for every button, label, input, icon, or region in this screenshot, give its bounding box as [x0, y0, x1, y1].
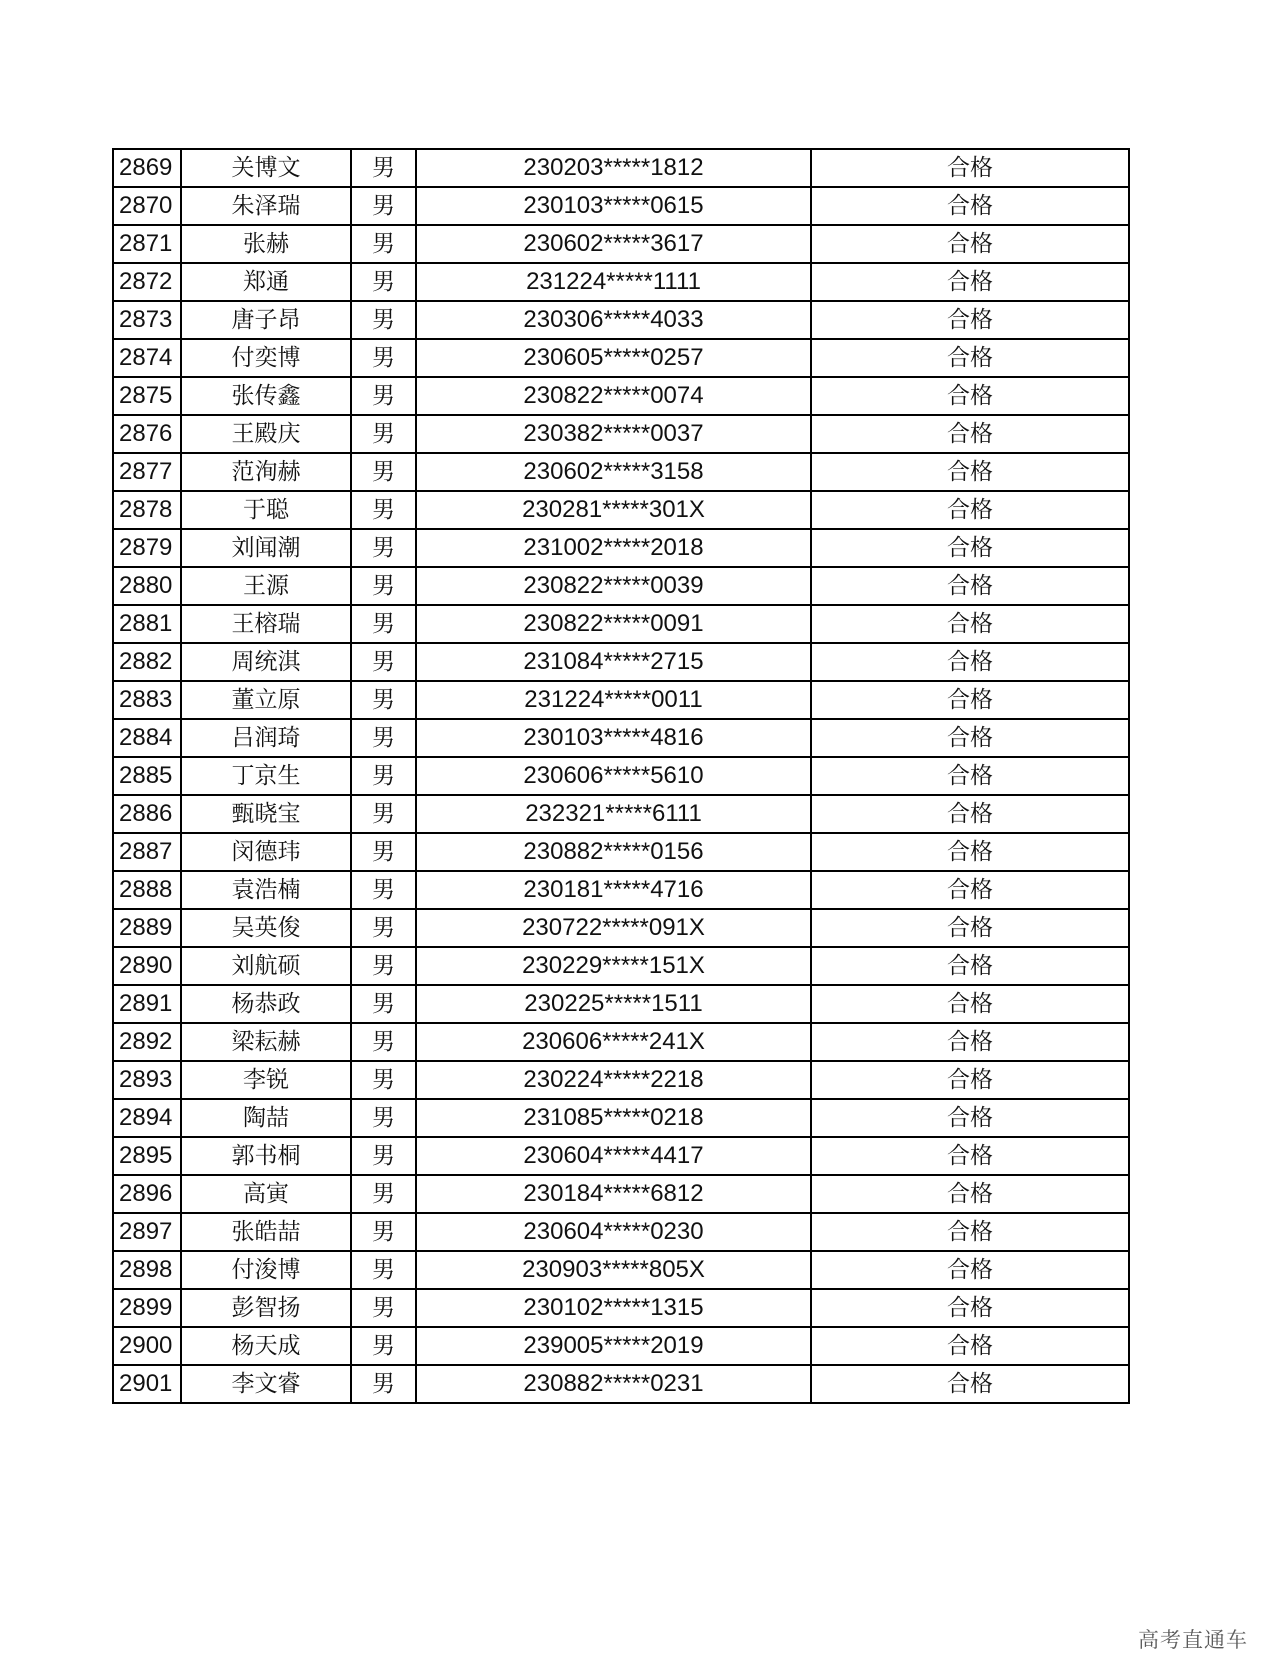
- candidate-id-number: 230903*****805X: [416, 1251, 811, 1289]
- candidate-gender: 男: [351, 149, 416, 187]
- candidate-gender: 男: [351, 1023, 416, 1061]
- candidate-name: 王榕瑞: [181, 605, 351, 643]
- candidate-id-number: 230225*****1511: [416, 985, 811, 1023]
- exam-result: 合格: [811, 795, 1129, 833]
- candidate-id-number: 230606*****5610: [416, 757, 811, 795]
- candidate-gender: 男: [351, 757, 416, 795]
- candidate-gender: 男: [351, 453, 416, 491]
- candidate-name: 刘航硕: [181, 947, 351, 985]
- table-row: [113, 263, 1129, 301]
- row-number: 2871: [113, 225, 181, 263]
- table-row: [113, 1251, 1129, 1289]
- candidate-name: 周统淇: [181, 643, 351, 681]
- candidate-id-number: 231224*****0011: [416, 681, 811, 719]
- exam-result: 合格: [811, 1365, 1129, 1403]
- candidate-id-number: 230605*****0257: [416, 339, 811, 377]
- exam-result: 合格: [811, 719, 1129, 757]
- row-number: 2878: [113, 491, 181, 529]
- table-row: [113, 377, 1129, 415]
- candidate-id-number: 230882*****0156: [416, 833, 811, 871]
- candidate-table: [112, 148, 1130, 1404]
- candidate-gender: 男: [351, 795, 416, 833]
- candidate-name: 刘闻潮: [181, 529, 351, 567]
- row-number: 2870: [113, 187, 181, 225]
- candidate-id-number: 230281*****301X: [416, 491, 811, 529]
- candidate-gender: 男: [351, 339, 416, 377]
- exam-result: 合格: [811, 833, 1129, 871]
- candidate-gender: 男: [351, 681, 416, 719]
- candidate-name: 李文睿: [181, 1365, 351, 1403]
- candidate-gender: 男: [351, 643, 416, 681]
- exam-result: 合格: [811, 1099, 1129, 1137]
- table-row: [113, 985, 1129, 1023]
- exam-result: 合格: [811, 681, 1129, 719]
- table-row: [113, 909, 1129, 947]
- row-number: 2882: [113, 643, 181, 681]
- candidate-name: 梁耘赫: [181, 1023, 351, 1061]
- table-row: [113, 1365, 1129, 1403]
- candidate-name: 陶喆: [181, 1099, 351, 1137]
- row-number: 2899: [113, 1289, 181, 1327]
- candidate-id-number: 230822*****0074: [416, 377, 811, 415]
- candidate-name: 丁京生: [181, 757, 351, 795]
- candidate-name: 张传鑫: [181, 377, 351, 415]
- exam-result: 合格: [811, 187, 1129, 225]
- table-row: [113, 149, 1129, 187]
- exam-result: 合格: [811, 453, 1129, 491]
- candidate-name: 袁浩楠: [181, 871, 351, 909]
- candidate-name: 吴英俊: [181, 909, 351, 947]
- candidate-name: 王殿庆: [181, 415, 351, 453]
- table-row: [113, 1175, 1129, 1213]
- candidate-id-number: 230103*****0615: [416, 187, 811, 225]
- table-row: [113, 871, 1129, 909]
- candidate-id-number: 239005*****2019: [416, 1327, 811, 1365]
- candidate-gender: 男: [351, 187, 416, 225]
- row-number: 2879: [113, 529, 181, 567]
- candidate-name: 彭智扬: [181, 1289, 351, 1327]
- exam-result: 合格: [811, 377, 1129, 415]
- row-number: 2901: [113, 1365, 181, 1403]
- table-row: [113, 1023, 1129, 1061]
- candidate-id-number: 230203*****1812: [416, 149, 811, 187]
- row-number: 2875: [113, 377, 181, 415]
- candidate-id-number: 230103*****4816: [416, 719, 811, 757]
- table-row: [113, 643, 1129, 681]
- candidate-id-number: 231085*****0218: [416, 1099, 811, 1137]
- candidate-gender: 男: [351, 719, 416, 757]
- exam-result: 合格: [811, 871, 1129, 909]
- candidate-id-number: 231002*****2018: [416, 529, 811, 567]
- candidate-id-number: 230229*****151X: [416, 947, 811, 985]
- watermark: 高考直通车: [1138, 1628, 1248, 1652]
- candidate-id-number: 231084*****2715: [416, 643, 811, 681]
- row-number: 2884: [113, 719, 181, 757]
- exam-result: 合格: [811, 263, 1129, 301]
- table-row: [113, 187, 1129, 225]
- candidate-name: 王源: [181, 567, 351, 605]
- exam-result: 合格: [811, 529, 1129, 567]
- candidate-id-number: 230224*****2218: [416, 1061, 811, 1099]
- candidate-name: 付浚博: [181, 1251, 351, 1289]
- row-number: 2877: [113, 453, 181, 491]
- candidate-name: 朱泽瑞: [181, 187, 351, 225]
- candidate-id-number: 230181*****4716: [416, 871, 811, 909]
- candidate-id-number: 230306*****4033: [416, 301, 811, 339]
- candidate-id-number: 232321*****6111: [416, 795, 811, 833]
- candidate-id-number: 231224*****1111: [416, 263, 811, 301]
- candidate-gender: 男: [351, 1365, 416, 1403]
- table-row: [113, 529, 1129, 567]
- exam-result: 合格: [811, 605, 1129, 643]
- exam-result: 合格: [811, 1175, 1129, 1213]
- row-number: 2880: [113, 567, 181, 605]
- row-number: 2898: [113, 1251, 181, 1289]
- table-row: [113, 225, 1129, 263]
- candidate-gender: 男: [351, 1251, 416, 1289]
- candidate-id-number: 230604*****0230: [416, 1213, 811, 1251]
- row-number: 2873: [113, 301, 181, 339]
- candidate-name: 郑通: [181, 263, 351, 301]
- row-number: 2885: [113, 757, 181, 795]
- row-number: 2883: [113, 681, 181, 719]
- candidate-name: 董立原: [181, 681, 351, 719]
- exam-result: 合格: [811, 1061, 1129, 1099]
- candidate-gender: 男: [351, 1175, 416, 1213]
- row-number: 2886: [113, 795, 181, 833]
- exam-result: 合格: [811, 149, 1129, 187]
- candidate-id-number: 230882*****0231: [416, 1365, 811, 1403]
- candidate-name: 甄晓宝: [181, 795, 351, 833]
- table-row: [113, 453, 1129, 491]
- candidate-id-number: 230822*****0091: [416, 605, 811, 643]
- candidate-name: 闵德玮: [181, 833, 351, 871]
- exam-result: 合格: [811, 1289, 1129, 1327]
- candidate-id-number: 230602*****3158: [416, 453, 811, 491]
- candidate-gender: 男: [351, 833, 416, 871]
- exam-result: 合格: [811, 301, 1129, 339]
- candidate-gender: 男: [351, 301, 416, 339]
- row-number: 2872: [113, 263, 181, 301]
- candidate-name: 杨恭政: [181, 985, 351, 1023]
- exam-result: 合格: [811, 947, 1129, 985]
- exam-result: 合格: [811, 339, 1129, 377]
- candidate-name: 于聪: [181, 491, 351, 529]
- table-row: [113, 1061, 1129, 1099]
- exam-result: 合格: [811, 985, 1129, 1023]
- candidate-gender: 男: [351, 415, 416, 453]
- candidate-id-number: 230102*****1315: [416, 1289, 811, 1327]
- candidate-name: 吕润琦: [181, 719, 351, 757]
- exam-result: 合格: [811, 567, 1129, 605]
- table-row: [113, 415, 1129, 453]
- candidate-name: 范洵赫: [181, 453, 351, 491]
- row-number: 2874: [113, 339, 181, 377]
- candidate-gender: 男: [351, 909, 416, 947]
- row-number: 2892: [113, 1023, 181, 1061]
- table-row: [113, 301, 1129, 339]
- table-row: [113, 719, 1129, 757]
- row-number: 2869: [113, 149, 181, 187]
- candidate-gender: 男: [351, 377, 416, 415]
- candidate-id-number: 230382*****0037: [416, 415, 811, 453]
- row-number: 2887: [113, 833, 181, 871]
- table-row: [113, 605, 1129, 643]
- exam-result: 合格: [811, 643, 1129, 681]
- candidate-id-number: 230722*****091X: [416, 909, 811, 947]
- candidate-table-body: [113, 149, 1129, 1403]
- row-number: 2893: [113, 1061, 181, 1099]
- candidate-id-number: 230184*****6812: [416, 1175, 811, 1213]
- candidate-gender: 男: [351, 529, 416, 567]
- row-number: 2888: [113, 871, 181, 909]
- candidate-id-number: 230606*****241X: [416, 1023, 811, 1061]
- table-row: [113, 795, 1129, 833]
- candidate-name: 付奕博: [181, 339, 351, 377]
- candidate-name: 关博文: [181, 149, 351, 187]
- candidate-gender: 男: [351, 985, 416, 1023]
- exam-result: 合格: [811, 757, 1129, 795]
- table-row: [113, 1289, 1129, 1327]
- table-row: [113, 1327, 1129, 1365]
- row-number: 2896: [113, 1175, 181, 1213]
- exam-result: 合格: [811, 1023, 1129, 1061]
- row-number: 2895: [113, 1137, 181, 1175]
- candidate-name: 张皓喆: [181, 1213, 351, 1251]
- exam-result: 合格: [811, 1213, 1129, 1251]
- candidate-gender: 男: [351, 491, 416, 529]
- candidate-gender: 男: [351, 1289, 416, 1327]
- table-row: [113, 1213, 1129, 1251]
- table-row: [113, 491, 1129, 529]
- row-number: 2894: [113, 1099, 181, 1137]
- candidate-id-number: 230602*****3617: [416, 225, 811, 263]
- candidate-gender: 男: [351, 947, 416, 985]
- exam-result: 合格: [811, 225, 1129, 263]
- table-row: [113, 947, 1129, 985]
- candidate-id-number: 230822*****0039: [416, 567, 811, 605]
- candidate-gender: 男: [351, 567, 416, 605]
- candidate-name: 唐子昂: [181, 301, 351, 339]
- table-row: [113, 339, 1129, 377]
- candidate-name: 高寅: [181, 1175, 351, 1213]
- row-number: 2890: [113, 947, 181, 985]
- candidate-name: 李锐: [181, 1061, 351, 1099]
- candidate-gender: 男: [351, 605, 416, 643]
- exam-result: 合格: [811, 1327, 1129, 1365]
- exam-result: 合格: [811, 1251, 1129, 1289]
- candidate-gender: 男: [351, 871, 416, 909]
- table-row: [113, 1099, 1129, 1137]
- candidate-gender: 男: [351, 1061, 416, 1099]
- row-number: 2891: [113, 985, 181, 1023]
- candidate-gender: 男: [351, 225, 416, 263]
- row-number: 2897: [113, 1213, 181, 1251]
- candidate-gender: 男: [351, 263, 416, 301]
- candidate-gender: 男: [351, 1213, 416, 1251]
- row-number: 2876: [113, 415, 181, 453]
- table-row: [113, 757, 1129, 795]
- exam-result: 合格: [811, 491, 1129, 529]
- exam-result: 合格: [811, 415, 1129, 453]
- table-row: [113, 1137, 1129, 1175]
- candidate-name: 郭书桐: [181, 1137, 351, 1175]
- table-row: [113, 567, 1129, 605]
- candidate-gender: 男: [351, 1327, 416, 1365]
- candidate-name: 张赫: [181, 225, 351, 263]
- table-row: [113, 681, 1129, 719]
- candidate-name: 杨天成: [181, 1327, 351, 1365]
- candidate-gender: 男: [351, 1137, 416, 1175]
- exam-result: 合格: [811, 909, 1129, 947]
- candidate-id-number: 230604*****4417: [416, 1137, 811, 1175]
- candidate-gender: 男: [351, 1099, 416, 1137]
- row-number: 2881: [113, 605, 181, 643]
- exam-result: 合格: [811, 1137, 1129, 1175]
- row-number: 2900: [113, 1327, 181, 1365]
- table-row: [113, 833, 1129, 871]
- row-number: 2889: [113, 909, 181, 947]
